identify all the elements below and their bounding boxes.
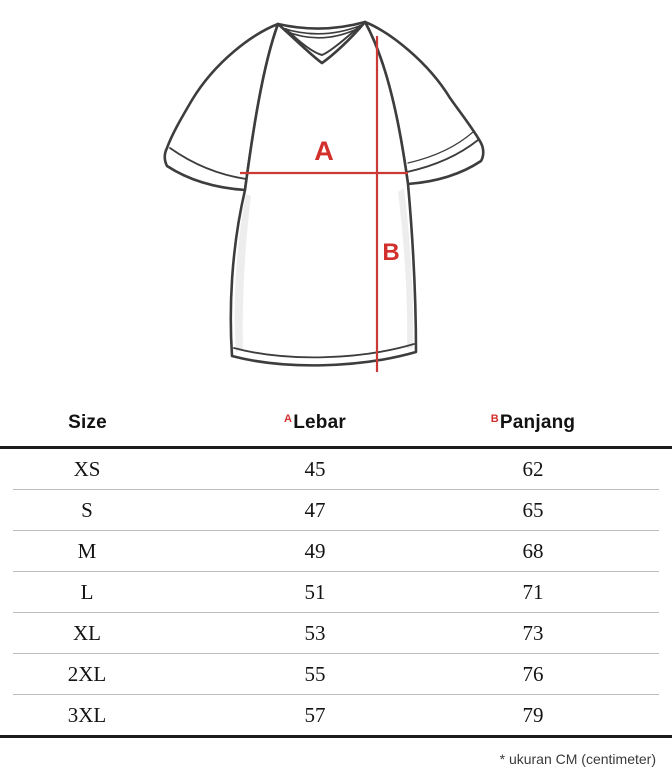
lebar-cell: 51 [304,579,326,604]
column-header-size [0,412,174,434]
width-label: A [314,136,334,166]
table-row-m [0,531,672,571]
column-header-panjang [456,412,610,434]
column-label: Lebar [293,412,346,433]
lebar-cell: 55 [304,661,326,686]
table-row-3xl [0,695,672,735]
table-row-s [0,490,672,530]
table-header-row [0,400,672,446]
size-cell: 3XL [67,702,107,727]
lebar-cell: 53 [304,620,326,645]
size-cell: XS [73,456,101,481]
size-cell: S [81,497,93,522]
column-label: Panjang [499,412,576,433]
lebar-cell: 47 [304,497,326,522]
column-label: Size [68,412,107,433]
size-table [0,400,672,738]
panjang-cell: 71 [522,579,544,604]
table-body [0,449,672,735]
size-cell: M [77,538,97,563]
panjang-cell: 79 [522,702,544,727]
table-row-xs [0,449,672,489]
lebar-cell: 57 [304,702,326,727]
panjang-cell: 68 [522,538,544,563]
panjang-cell: 73 [522,620,544,645]
lebar-cell: 45 [304,456,326,481]
panjang-cell: 62 [522,456,544,481]
measure-letter-A: A [284,413,293,425]
table-row-2xl [0,654,672,694]
length-label: B [382,239,400,266]
panjang-cell: 65 [522,497,544,522]
panjang-cell: 76 [522,661,544,686]
table-row-l [0,572,672,612]
units-footnote: * ukuran CM (centimeter) [499,751,656,767]
column-header-lebar [174,412,456,434]
size-cell: L [80,579,94,604]
measure-letter-B: B [490,413,499,425]
size-cell: XL [73,620,101,645]
table-row-xl [0,613,672,653]
lebar-cell: 49 [304,538,326,563]
size-cell: 2XL [67,661,107,686]
